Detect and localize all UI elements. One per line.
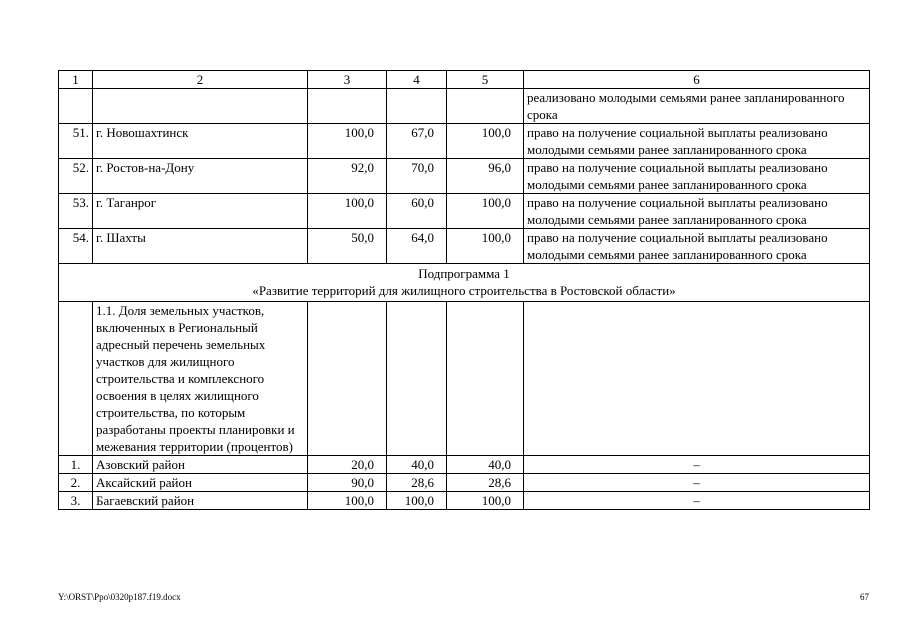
value-col3: 100,0 (308, 492, 387, 510)
value-col3: 92,0 (308, 159, 387, 194)
data-table (58, 70, 870, 510)
header-cell: 1 (59, 71, 93, 89)
value-col4: 100,0 (387, 492, 447, 510)
row-number: 51. (59, 124, 93, 159)
value-col3: 50,0 (308, 229, 387, 264)
value-col4: 67,0 (387, 124, 447, 159)
note-cell: – (524, 492, 870, 510)
header-cell: 3 (308, 71, 387, 89)
value-col3: 90,0 (308, 474, 387, 492)
territory-name: Азовский район (93, 456, 308, 474)
value-col5: 100,0 (447, 124, 524, 159)
table-row (59, 474, 870, 492)
note-cell: – (524, 474, 870, 492)
table-row (59, 159, 870, 194)
header-cell: 2 (93, 71, 308, 89)
value-col4: 60,0 (387, 194, 447, 229)
value-col5: 96,0 (447, 159, 524, 194)
page-number: 67 (860, 592, 869, 602)
note-cell: право на получение социальной выплаты реализовано молодыми семьями ранее запланированного срока (524, 124, 870, 159)
header-cell: 4 (387, 71, 447, 89)
note-cell: право на получение социальной выплаты реализовано молодыми семьями ранее запланированного срока (524, 159, 870, 194)
value-col5: 40,0 (447, 456, 524, 474)
table-row (59, 492, 870, 510)
row-number: 3. (59, 492, 93, 510)
row-number: 1. (59, 456, 93, 474)
territory-name: г. Ростов-на-Дону (93, 159, 308, 194)
indicator-text: 1.1. Доля земельных участков, включенных в Региональный адресный перечень земельных участков для жилищного строительства и комплексного освоения в целях жилищного строительства, по которым разработаны проекты планировки и межевания территории (процентов) (93, 302, 308, 456)
file-path: Y:\ORST\Ppo\0320p187.f19.docx (58, 592, 181, 602)
header-cell: 6 (524, 71, 870, 89)
value-col3: 100,0 (308, 194, 387, 229)
header-row (59, 71, 870, 89)
value-col3: 20,0 (308, 456, 387, 474)
value-col4: 64,0 (387, 229, 447, 264)
value-col3: 100,0 (308, 124, 387, 159)
row-number: 53. (59, 194, 93, 229)
territory-name: Багаевский район (93, 492, 308, 510)
table-row (59, 124, 870, 159)
note-cell: право на получение социальной выплаты реализовано молодыми семьями ранее запланированного срока (524, 229, 870, 264)
indicator-row (59, 302, 870, 456)
table-row (59, 229, 870, 264)
subprogram-name: «Развитие территорий для жилищного строительства в Ростовской области» (252, 283, 676, 298)
value-col4: 70,0 (387, 159, 447, 194)
header-cell: 5 (447, 71, 524, 89)
value-col5: 100,0 (447, 492, 524, 510)
note-cell: реализовано молодыми семьями ранее запланированного срока (524, 89, 870, 124)
row-number: 52. (59, 159, 93, 194)
value-col5: 28,6 (447, 474, 524, 492)
territory-name: Аксайский район (93, 474, 308, 492)
row-number: 2. (59, 474, 93, 492)
table-row (59, 194, 870, 229)
value-col4: 40,0 (387, 456, 447, 474)
note-cell: право на получение социальной выплаты реализовано молодыми семьями ранее запланированного срока (524, 194, 870, 229)
row-number: 54. (59, 229, 93, 264)
territory-name: г. Шахты (93, 229, 308, 264)
value-col5: 100,0 (447, 229, 524, 264)
value-col4: 28,6 (387, 474, 447, 492)
territory-name: г. Таганрог (93, 194, 308, 229)
subprogram-title: Подпрограмма 1 (418, 266, 510, 281)
subprogram-row (59, 264, 870, 302)
value-col5: 100,0 (447, 194, 524, 229)
note-cell: – (524, 456, 870, 474)
table-row (59, 456, 870, 474)
table-row (59, 89, 870, 124)
territory-name: г. Новошахтинск (93, 124, 308, 159)
